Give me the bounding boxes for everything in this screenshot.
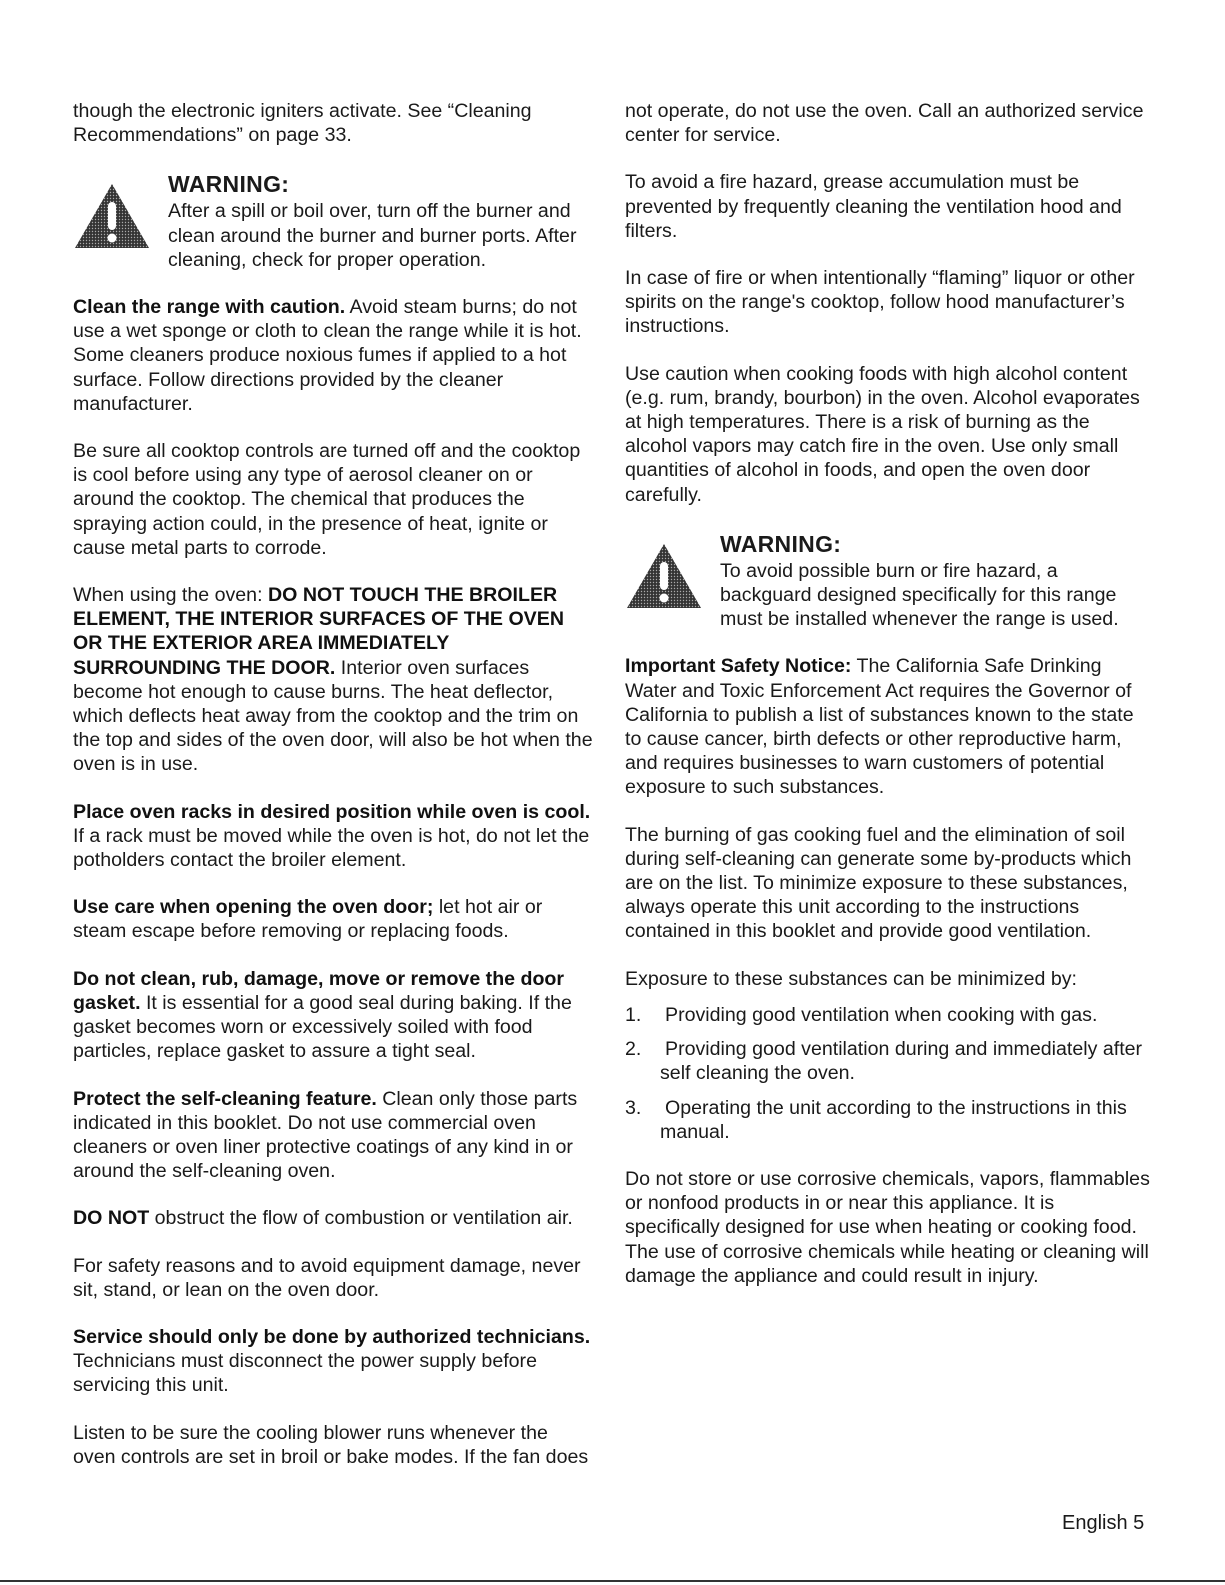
paragraph-oven-door: Use care when opening the oven door; let hot air or steam escape before removing or replacing foods. <box>73 896 543 943</box>
bottom-rule <box>0 1580 1225 1582</box>
warning-title: WARNING: <box>168 171 290 198</box>
right-column <box>625 99 1150 1311</box>
paragraph-corrosive: Do not store or use corrosive chemicals, vapors, flammables or nonfood products in or near this appliance. It is specifically designed for use when heating or cooking food. The use of corrosive chemicals while heating or cleaning will damage the appliance and could result in injury. <box>625 1167 1150 1287</box>
list-item: 1. Providing good ventilation when cooking with gas. <box>625 1003 1098 1026</box>
paragraph-do-not-obstruct: DO NOT obstruct the flow of combustion or ventilation air. <box>73 1207 573 1230</box>
paragraph-safety-reasons: For safety reasons and to avoid equipment damage, never sit, stand, or lean on the oven door. <box>73 1254 581 1301</box>
numbered-list <box>625 1003 1150 1144</box>
page-number: English 5 <box>1062 1512 1145 1534</box>
warning-text: After a spill or boil over, turn off the burner and clean around the burner and burner ports. After cleaning, check for proper operation. <box>168 200 577 271</box>
warning-text: To avoid possible burn or fire hazard, a backguard designed specifically for this range must be installed whenever the range is used. <box>720 559 1119 631</box>
paragraph-by-products: The burning of gas cooking fuel and the elimination of soil during self-cleaning can generate some by-products which are on the list. To minimize exposure to these substances, always operate this unit according to the instructions contained in this booklet and provide good ventilation. <box>625 823 1132 943</box>
paragraph-continued-right: not operate, do not use the oven. Call an authorized service center for service. <box>625 100 1144 147</box>
paragraph-continued: though the electronic igniters activate. See “Cleaning Recommendations” on page 33. <box>73 100 532 147</box>
paragraph-clean-range: Clean the range with caution. Avoid steam burns; do not use a wet sponge or cloth to clean the range while it is hot. Some cleaners produce noxious fumes if applied to a hot surface. Follow directions provided by the cleaner manufacturer. <box>73 296 582 415</box>
paragraph-door-gasket: Do not clean, rub, damage, move or remove the door gasket. It is essential for a good seal during baking. If the gasket becomes worn or excessively soiled with food particles, replace gasket to assure a tight seal. <box>73 967 572 1063</box>
paragraph-oven-racks: Place oven racks in desired position while oven is cool. If a rack must be moved while the oven is hot, do not let the potholders contact the broiler element. <box>73 800 591 872</box>
warning-title: WARNING: <box>720 530 842 557</box>
paragraph-alcohol: Use caution when cooking foods with high alcohol content (e.g. rum, brandy, bourbon) in the oven. Alcohol evaporates at high temperatures. There is a risk of burning as the alcohol vapors may catch fire in the oven. Use only small quantities of alcohol in foods, and open the oven door carefully. <box>625 362 1140 506</box>
paragraph-flaming: In case of fire or when intentionally “flaming” liquor or other spirits on the range's cooktop, follow hood manufacturer’s instructions. <box>625 267 1135 338</box>
list-item: 3. Operating the unit according to the instructions in this manual. <box>625 1096 1127 1143</box>
paragraph-oven-use: When using the oven: DO NOT TOUCH THE BROILER ELEMENT, THE INTERIOR SURFACES OF THE OVEN OR THE EXTERIOR AREA IMMEDIATELY SURROUNDING THE DOOR. Interior oven surfaces become hot enough to cause burns. The heat deflector, which deflects heat away from the cooktop and the trim on the top and sides of the oven door, will also be hot when the oven is in use. <box>73 584 593 776</box>
paragraph-service: Service should only be done by authorized technicians. Technicians must disconnect the power supply before servicing this unit. <box>73 1325 591 1397</box>
paragraph-cooling-blower: Listen to be sure the cooling blower runs whenever the oven controls are set in broil or bake modes. If the fan does <box>73 1421 589 1468</box>
warning-triangle-icon <box>73 182 151 250</box>
paragraph-safety-notice: Important Safety Notice: The California Safe Drinking Water and Toxic Enforcement Act requires the Governor of California to publish a list of substances known to the state to cause cancer, birth defects or other reproductive harm, and requires businesses to warn customers of potential exposure to such substances. <box>625 655 1134 799</box>
warning-box <box>625 530 1150 632</box>
paragraph-exposure: Exposure to these substances can be minimized by: <box>625 967 1077 990</box>
paragraph-fire-hazard: To avoid a fire hazard, grease accumulation must be prevented by frequently cleaning the ventilation hood and filters. <box>625 171 1122 242</box>
left-column <box>73 99 593 1492</box>
list-item: 2. Providing good ventilation during and immediately after self cleaning the oven. <box>625 1038 1143 1085</box>
warning-triangle-icon <box>625 542 703 610</box>
paragraph-aerosol: Be sure all cooktop controls are turned off and the cooktop is cool before using any type of aerosol cleaner on or around the cooktop. The chemical that produces the spraying action could, in the presence of heat, ignite or cause metal parts to corrode. <box>73 440 581 559</box>
warning-box <box>73 170 593 272</box>
paragraph-self-cleaning: Protect the self-cleaning feature. Clean only those parts indicated in this booklet. Do not use commercial oven cleaners or oven liner protective coatings of any kind in or around the self-cleaning oven. <box>73 1087 578 1183</box>
